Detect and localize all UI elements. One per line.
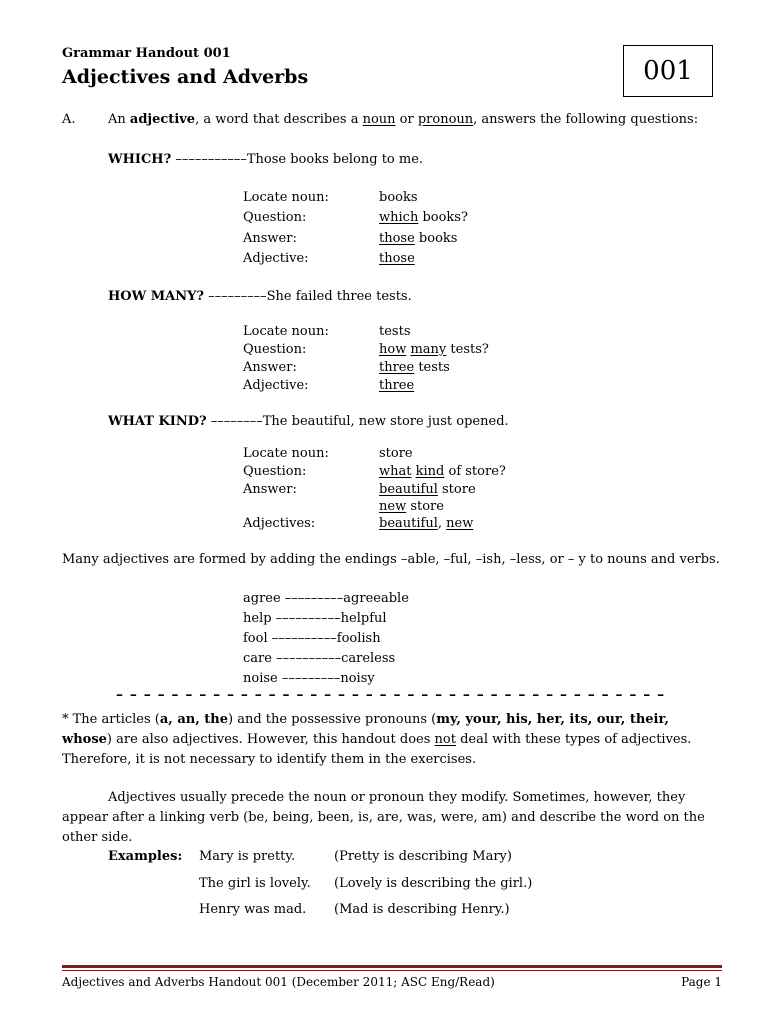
whatkind-label-answer: Answer:	[243, 482, 297, 497]
footer-rule-thin	[62, 970, 722, 971]
examples-label: Examples:	[108, 849, 183, 864]
which-heading-line: WHICH? –––––––––––Those books belong to me.	[108, 152, 424, 167]
handout-number: 001	[643, 56, 693, 86]
ending-row-care: care ––––––––––careless	[243, 651, 396, 666]
ending-row-fool: fool ––––––––––foolish	[243, 631, 381, 646]
articles-note: * The articles (a, an, the) and the possessive pronouns (my, your, his, her, its, our, their, whose) are also adjectives. However, this handout does not deal with these types of adjectives. Therefore, it is not necessary to identify them in the exercises.	[62, 712, 692, 767]
whatkind-label-question: Question:	[243, 464, 307, 479]
which-label-answer: Answer:	[243, 231, 297, 246]
whatkind-noun: store	[379, 446, 413, 461]
which-adjective: those	[379, 251, 415, 266]
howmany-label-answer: Answer:	[243, 360, 297, 375]
example-sentence-2: The girl is lovely.	[199, 876, 311, 891]
whatkind-label-adjectives: Adjectives:	[243, 516, 316, 531]
footer-page-number: Page 1	[681, 975, 722, 989]
ending-row-noise: noise –––––––––noisy	[243, 671, 375, 686]
ending-row-agree: agree –––––––––agreeable	[243, 591, 409, 606]
howmany-noun: tests	[379, 324, 411, 339]
section-letter: A.	[62, 112, 76, 127]
whatkind-heading-line: WHAT KIND? ––––––––The beautiful, new store just opened.	[108, 414, 509, 429]
howmany-label-adjective: Adjective:	[243, 378, 309, 393]
footer-left: Adjectives and Adverbs Handout 001 (December 2011; ASC Eng/Read)	[62, 975, 495, 989]
example-note-3: (Mad is describing Henry.)	[334, 902, 510, 917]
whatkind-answer-1: beautiful store	[379, 482, 476, 497]
howmany-label-noun: Locate noun:	[243, 324, 329, 339]
howmany-adjective: three	[379, 378, 415, 393]
handout-number-box	[623, 45, 713, 97]
which-answer: those books	[379, 231, 458, 246]
endings-sentence: Many adjectives are formed by adding the endings –able, –ful, –ish, –less, or – y to nouns and verbs.	[62, 552, 720, 567]
page-title: Adjectives and Adverbs	[62, 66, 309, 88]
whatkind-label-noun: Locate noun:	[243, 446, 329, 461]
howmany-question: how many tests?	[379, 342, 489, 357]
whatkind-adjectives: beautiful, new	[379, 516, 474, 531]
footer-rule-thick	[62, 965, 722, 968]
pronoun-term: pronoun	[417, 112, 474, 127]
which-label-question: Question:	[243, 210, 307, 225]
howmany-answer: three tests	[379, 360, 450, 375]
howmany-heading-line: HOW MANY? –––––––––She failed three tests.	[108, 289, 412, 304]
howmany-label-question: Question:	[243, 342, 307, 357]
which-question: which books?	[379, 210, 468, 225]
example-sentence-3: Henry was mad.	[199, 902, 307, 917]
whatkind-answer-2: new store	[379, 499, 444, 514]
example-note-1: (Pretty is describing Mary)	[334, 849, 512, 864]
which-noun: books	[379, 190, 418, 205]
adjective-term: adjective	[129, 112, 196, 127]
example-note-2: (Lovely is describing the girl.)	[334, 876, 533, 891]
which-label-adjective: Adjective:	[243, 251, 309, 266]
whatkind-question: what kind of store?	[379, 464, 506, 479]
section-intro: An adjective, a word that describes a noun or pronoun, answers the following questions:	[108, 112, 699, 127]
example-sentence-1: Mary is pretty.	[199, 849, 296, 864]
handout-subtitle: Grammar Handout 001	[62, 46, 231, 61]
ending-row-help: help ––––––––––helpful	[243, 611, 387, 626]
which-label-noun: Locate noun:	[243, 190, 329, 205]
noun-term: noun	[362, 112, 396, 127]
precede-paragraph: Adjectives usually precede the noun or pronoun they modify. Sometimes, however, they appear after a linking verb (be, being, been, is, are, was, were, am) and describe the word on the other side.	[62, 790, 705, 845]
dashed-separator: – – – – – – – – – – – – – – – – – – – – – – – – – – – – – – – – – – – – – – – –	[116, 687, 666, 703]
